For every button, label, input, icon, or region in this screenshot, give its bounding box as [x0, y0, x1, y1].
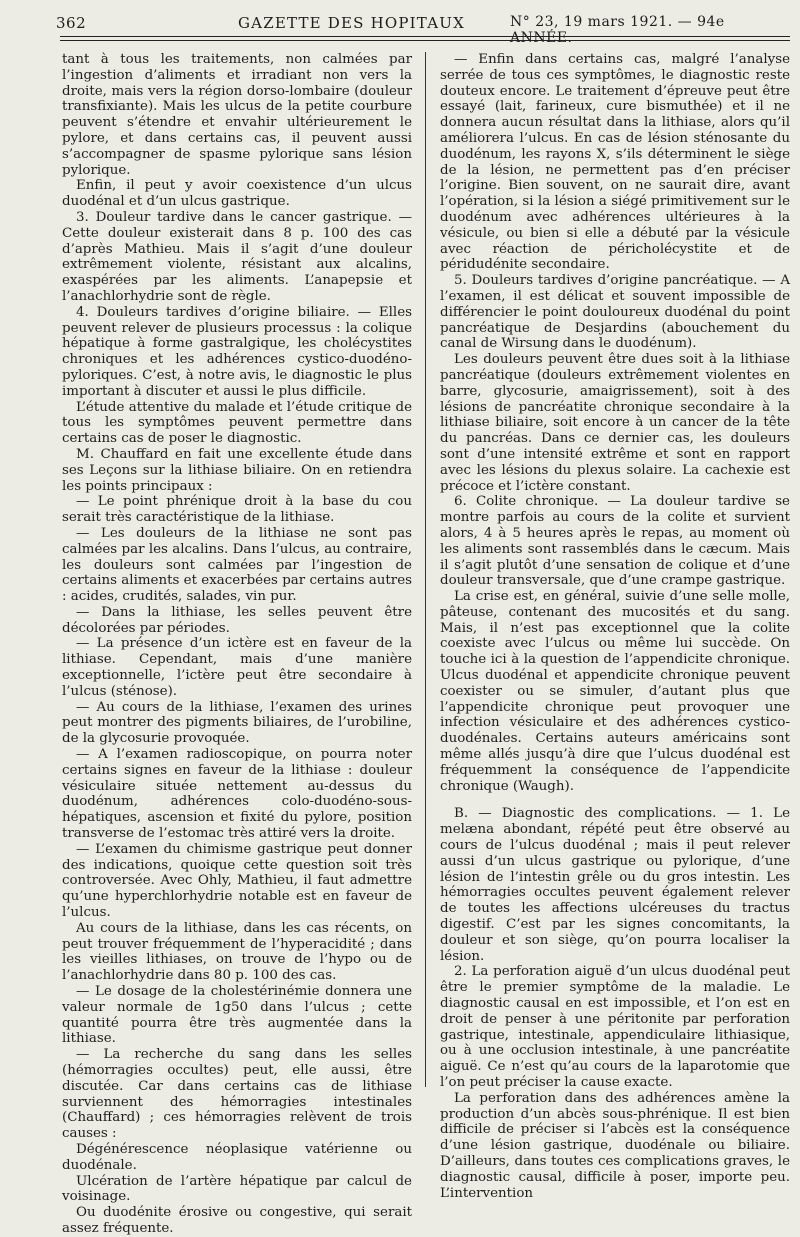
paragraph: tant à tous les traitements, non calmées par l’ingestion d’aliments et irradiant non vers la droite, mais vers la région dorso-lombaire (douleur transfixiante). Mais les ulcus de la petite courbure peuvent s’étendre et envahir ultérieurement le pylore, et dans certains cas, il peuvent aussi s’accompagner de spasme pylorique sans lésion pylorique. — [62, 52, 412, 178]
page-number: 362 — [56, 14, 87, 32]
paragraph: 2. La perforation aiguë d’un ulcus duodénal peut être le premier symptôme de la maladie. Le diagnostic causal en est impossible, et l’on est en droit de penser à une péritonite par perforation gastrique, intestinale, appendiculaire lithiasique, ou à une occlusion intestinale, à une pancréatite aiguë. Ce n’est qu’au cours de la laparotomie que l’on peut préciser la cause exacte. — [440, 964, 790, 1090]
paragraph: 4. Douleurs tardives d’origine biliaire. — Elles peuvent relever de plusieurs processus : la colique hépatique à forme gastralgique, les cholécystites chroniques et les adhérences cystico-duodéno-pyloriques. C’est, à notre avis, le diagnostic le plus important à discuter et aussi le plus difficile. — [62, 304, 412, 399]
paragraph: B. — Diagnostic des complications. — 1. Le melæna abondant, répété peut être observé au cours de l’ulcus duodénal ; mais il peut relever aussi d’un ulcus gastrique ou pylorique, d’une lésion de l’intestin grêle ou du gros intestin. Les hémorragies occultes peuvent également relever de toutes les affections ulcéreuses du tractus digestif. C’est par les signes concomitants, la douleur et son siège, qu’on pourra localiser la lésion. — [440, 806, 790, 964]
paragraph: La perforation dans des adhérences amène la production d’un abcès sous-phrénique. Il est bien difficile de préciser si l’abcès est la conséquence d’une lésion gastrique, duodénale ou biliaire. D’ailleurs, dans toutes ces complications graves, le diagnostic causal, difficile à poser, importe peu. L’intervention — [440, 1090, 790, 1201]
paragraph: Les douleurs peuvent être dues soit à la lithiase pancréatique (douleurs extrêmement violentes en barre, glycosurie, amaigrissement), soit à des lésions de pancréatite chronique secondaire à la lithiase biliaire, soit encore à un cancer de la tête du pancréas. Dans ce dernier cas, les douleurs sont d’une intensité extrême et sont en rapport avec les lésions du plexus solaire. La cachexie est précoce et l’ictère constant. — [440, 352, 790, 494]
paragraph: Enfin, il peut y avoir coexistence d’un ulcus duodénal et d’un ulcus gastrique. — [62, 178, 412, 210]
paragraph: Au cours de la lithiase, dans les cas récents, on peut trouver fréquemment de l’hyperacidité ; dans les vieilles lithiases, on trouve de l’hypo ou de l’anachlorhydrie dans 80 p. 100 des cas. — [62, 920, 412, 984]
paragraph: — La présence d’un ictère est en faveur de la lithiase. Cependant, mais d’une manière exceptionnelle, l’ictère peut être secondaire à l’ulcus (sténose). — [62, 636, 412, 699]
paragraph: L’étude attentive du malade et l’étude critique de tous les symptômes peuvent permettre dans certains cas de poser le diagnostic. — [62, 399, 412, 447]
paragraph: — Les douleurs de la lithiase ne sont pas calmées par les alcalins. Dans l’ulcus, au contraire, les douleurs sont calmées par l’ingestion de certains aliments et exacerbées par certains autres : acides, crudités, salades, vin pur. — [62, 525, 412, 605]
paragraph: 3. Douleur tardive dans le cancer gastrique. — Cette douleur existerait dans 8 p. 100 des cas d’après Mathieu. Mais il s’agit d’une douleur extrêmement violente, résistant aux alcalins, exaspérées par les aliments. L’anapepsie et l’anachlorhydrie sont de règle. — [62, 209, 412, 304]
paragraph: — Enfin dans certains cas, malgré l’analyse serrée de tous ces symptômes, le diagnostic reste douteux encore. Le traitement d’épreuve peut être essayé (lait, farineux, cure bismuthée) et il ne donnera aucun résultat dans la lithiase, alors qu’il améliorera l’ulcus. En cas de lésion sténosante du duodénum, les rayons X, s’ils déterminent le siège de la lésion, ne permettent pas d’en préciser l’origine. Bien souvent, on ne saurait dire, avant l’opération, si la lésion a siégé primitivement sur le duodénum avec adhérences ultérieures à la vésicule, ou bien si elle a débuté par la vésicule avec réaction de péricholécystite et de péridudénite secondaire. — [440, 52, 790, 273]
paragraph: Ou duodénite érosive ou congestive, qui serait assez fréquente. — [62, 1205, 412, 1236]
paragraph: — Au cours de la lithiase, l’examen des urines peut montrer des pigments biliaires, de l’urobiline, de la glycosurie provoquée. — [62, 699, 412, 747]
paragraph: — Le dosage de la cholestérinémie donnera une valeur normale de 1g50 dans l’ulcus ; cette quantité pourra être très augmentée dans la lithiase. — [62, 984, 412, 1047]
header-rule — [60, 36, 790, 37]
paragraph: 5. Douleurs tardives d’origine pancréatique. — A l’examen, il est délicat et souvent impossible de différencier le point douloureux duodénal du point pancréatique de Desjardins (abouchement du canal de Wirsung dans le duodénum). — [440, 273, 790, 352]
paragraph: Dégénérescence néoplasique vatérienne ou duodénale. — [62, 1141, 412, 1173]
paragraph: — Le point phrénique droit à la base du cou serait très caractéristique de la lithiase. — [62, 494, 412, 526]
column-divider — [425, 52, 426, 1087]
header-rule-thin — [60, 40, 790, 41]
journal-title: GAZETTE DES HOPITAUX — [238, 14, 465, 32]
right-column — [440, 52, 790, 1201]
paragraph: — La recherche du sang dans les selles (hémorragies occultes) peut, elle aussi, être discutée. Car dans certains cas de lithiase surviennent des hémorragies intestinales (Chauffard) ; ces hémorragies relèvent de trois causes : — [62, 1047, 412, 1142]
paragraph: — Dans la lithiase, les selles peuvent être décolorées par périodes. — [62, 604, 412, 636]
paragraph: — L’examen du chimisme gastrique peut donner des indications, quoique cette question soit très controversée. Avec Ohly, Mathieu, il faut admettre qu’une hyperchlorhydrie notable est en faveur de l’ulcus. — [62, 841, 412, 921]
paragraph: — A l’examen radioscopique, on pourra noter certains signes en faveur de la lithiase : douleur vésiculaire située nettement au-dessus du duodénum, adhérences colo-duodéno-sous-hépatiques, ascension et fixité du pylore, position transverse de l’estomac très attiré vers la droite. — [62, 747, 412, 842]
running-header — [50, 10, 790, 46]
paragraph: La crise est, en général, suivie d’une selle molle, pâteuse, contenant des mucosités et du sang. Mais, il n’est pas exceptionnel que la colite coexiste avec l’ulcus ou même lui succède. On touche ici à la question de l’appendicite chronique. Ulcus duodénal et appendicite chronique peuvent coexister ou se simuler, d’autant plus que l’appendicite chronique peut provoquer une infection vésiculaire et des adhérences cystico-duodénales. Certains auteurs américains sont même allés jusqu’à dire que l’ulcus duodénal est fréquemment la conséquence de l’appendicite chronique (Waugh). — [440, 589, 790, 794]
paragraph: M. Chauffard en fait une excellente étude dans ses Leçons sur la lithiase biliaire. On en retiendra les points principaux : — [62, 446, 412, 494]
issue-info: N° 23, 19 mars 1921. — 94e ANNÉE. — [510, 14, 725, 46]
paragraph: Ulcération de l’artère hépatique par calcul de voisinage. — [62, 1173, 412, 1205]
left-column — [62, 52, 412, 1237]
paragraph: 6. Colite chronique. — La douleur tardive se montre parfois au cours de la colite et survient alors, 4 à 5 heures après le repas, au moment où les aliments sont rassemblés dans le cæcum. Mais il s’agit plutôt d’une sensation de colique et d’une douleur transversale, que d’une crampe gastrique. — [440, 494, 790, 589]
